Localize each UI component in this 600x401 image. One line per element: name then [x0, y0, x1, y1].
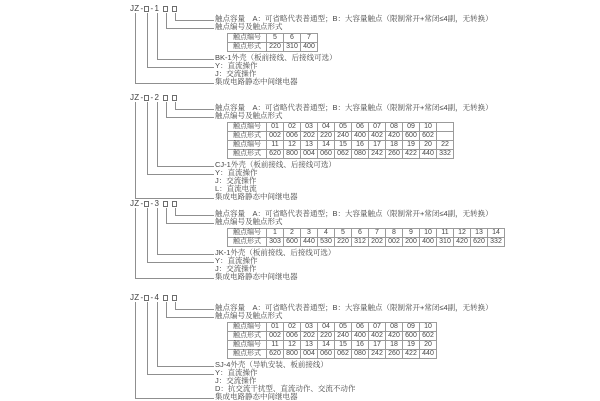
model-segment: 4 [154, 293, 160, 302]
label-column [215, 13, 590, 86]
value-cell: 202 [369, 238, 386, 247]
value-cell: 09 [403, 323, 420, 332]
value-cell: 12 [284, 141, 301, 150]
placeholder-box [172, 95, 177, 101]
value-cell: 002 [267, 132, 284, 141]
table-row [228, 332, 437, 341]
value-cell: 10 [420, 123, 437, 132]
label-contact-capacity: 触点容量 A：可省略代表普通型；B：大容量触点（限制常开+常闭≤4副，无转换） [215, 303, 493, 312]
value-cell: 303 [267, 238, 284, 247]
table-row [228, 238, 505, 247]
model-segment: JZ [130, 4, 140, 13]
value-cell: 440 [420, 350, 437, 359]
value-cell: 14 [488, 229, 505, 238]
label-contact-capacity: 触点容量 A：可省略代表普通型；B：大容量触点（限制常开+常闭≤4副，无转换） [215, 14, 493, 23]
placeholder-box [163, 201, 168, 207]
value-cell: 420 [454, 238, 471, 247]
label-contact-number-form: 触点编号及触点形式 [215, 311, 283, 320]
value-cell: 080 [352, 150, 369, 159]
value-cell: 06 [352, 323, 369, 332]
value-cell: 05 [335, 123, 352, 132]
label-contact-capacity: 触点容量 A：可省略代表普通型；B：大容量触点（限制常开+常闭≤4副，无转换） [215, 103, 493, 112]
placeholder-box [163, 95, 168, 101]
value-cell: 060 [318, 350, 335, 359]
table-row [228, 123, 454, 132]
value-cell: 620 [471, 238, 488, 247]
model-separator: - [150, 4, 154, 13]
value-cell: 16 [352, 141, 369, 150]
label-column [215, 302, 590, 401]
value-cell: 20 [420, 141, 437, 150]
label-op-y: Y：直流操作 [215, 368, 258, 377]
table-row [228, 34, 318, 43]
label-op-y: Y：直流操作 [215, 256, 258, 265]
row-header-cell: 触点形式 [228, 150, 267, 159]
value-cell [437, 132, 454, 141]
contact-spec-table [227, 122, 454, 159]
value-cell: 006 [284, 332, 301, 341]
value-cell: 7 [369, 229, 386, 238]
value-cell: 12 [284, 341, 301, 350]
value-cell: 310 [437, 238, 454, 247]
value-cell: 02 [284, 323, 301, 332]
label-shell: CJ-1外壳（板前接线、后接线可选） [215, 160, 336, 169]
label-shell: SJ-4外壳（导轨安装、板前接线） [215, 360, 328, 369]
model-segment: 1 [154, 4, 160, 13]
row-header-cell: 触点形式 [228, 350, 267, 359]
model-separator: - [140, 4, 144, 13]
value-cell: 04 [318, 323, 335, 332]
label-series-name: 集成电路静态中间继电器 [215, 392, 298, 401]
label-contact-capacity: 触点容量 A：可省略代表普通型；B：大容量触点（限制常开+常闭≤4副，无转换） [215, 209, 493, 218]
label-op-l: L：直流电流 [215, 184, 257, 193]
value-cell: 332 [488, 238, 505, 247]
model-segment: JZ [130, 199, 140, 208]
label-op-j: J：交流操作 [215, 176, 257, 185]
model-block-jz-2 [130, 94, 590, 201]
value-cell: 16 [352, 341, 369, 350]
model-segment: 3 [154, 199, 160, 208]
value-cell: 19 [403, 341, 420, 350]
value-cell: 620 [267, 150, 284, 159]
value-cell: 260 [386, 350, 403, 359]
leader-line [135, 302, 214, 399]
value-cell: 15 [335, 341, 352, 350]
value-cell: 13 [301, 341, 318, 350]
value-cell: 8 [386, 229, 403, 238]
value-cell: 03 [301, 123, 318, 132]
table-row [228, 350, 437, 359]
value-cell: 400 [352, 132, 369, 141]
value-cell: 242 [369, 350, 386, 359]
value-cell: 240 [335, 332, 352, 341]
label-op-y: Y：直流操作 [215, 61, 258, 70]
value-cell: 12 [454, 229, 471, 238]
value-cell: 332 [437, 150, 454, 159]
value-cell: 4 [318, 229, 335, 238]
value-cell: 18 [386, 341, 403, 350]
label-shell: JK-1外壳（板前接线、后接线可选） [215, 248, 336, 257]
value-cell: 062 [335, 350, 352, 359]
row-header-cell: 触点编号 [228, 229, 267, 238]
value-cell: 1 [267, 229, 284, 238]
placeholder-box [163, 6, 168, 12]
model-block-jz-4 [130, 294, 590, 401]
label-shell: BK-1外壳（板前接线、后接线可选） [215, 53, 337, 62]
table-row [228, 132, 454, 141]
value-cell: 400 [420, 238, 437, 247]
model-code [130, 200, 590, 208]
value-cell: 01 [267, 323, 284, 332]
model-separator: - [150, 199, 154, 208]
leader-line [135, 13, 214, 84]
value-cell: 220 [267, 43, 284, 52]
value-cell: 06 [352, 123, 369, 132]
value-cell: 062 [335, 150, 352, 159]
value-cell: 602 [420, 332, 437, 341]
value-cell: 440 [301, 238, 318, 247]
row-header-cell: 触点形式 [228, 43, 267, 52]
value-cell: 11 [267, 141, 284, 150]
value-cell: 060 [318, 150, 335, 159]
label-column [215, 208, 590, 281]
value-cell: 312 [352, 238, 369, 247]
value-cell: 220 [318, 332, 335, 341]
value-cell: 400 [301, 43, 318, 52]
value-cell: 800 [284, 150, 301, 159]
model-segment: 2 [154, 93, 160, 102]
label-contact-number-form: 触点编号及触点形式 [215, 22, 283, 31]
placeholder-box [172, 201, 177, 207]
value-cell: 420 [386, 132, 403, 141]
table-row [228, 341, 437, 350]
row-header-cell: 触点形式 [228, 132, 267, 141]
value-cell: 13 [471, 229, 488, 238]
label-op-j: J：交流操作 [215, 264, 257, 273]
row-header-cell: 触点编号 [228, 341, 267, 350]
value-cell: 004 [301, 150, 318, 159]
row-header-cell: 触点形式 [228, 238, 267, 247]
table-row [228, 323, 437, 332]
value-cell: 02 [284, 123, 301, 132]
value-cell: 530 [318, 238, 335, 247]
contact-spec-table [227, 322, 437, 359]
value-cell: 07 [369, 123, 386, 132]
value-cell: 2 [284, 229, 301, 238]
value-cell: 7 [301, 34, 318, 43]
table-row [228, 43, 318, 52]
value-cell: 01 [267, 123, 284, 132]
value-cell: 422 [403, 150, 420, 159]
value-cell: 602 [420, 132, 437, 141]
value-cell: 260 [386, 150, 403, 159]
value-cell: 310 [284, 43, 301, 52]
value-cell: 11 [437, 229, 454, 238]
label-op-j: J：交流操作 [215, 69, 257, 78]
value-cell: 04 [318, 123, 335, 132]
value-cell: 002 [386, 238, 403, 247]
model-code [130, 94, 590, 102]
value-cell: 5 [335, 229, 352, 238]
label-series-name: 集成电路静态中间继电器 [215, 272, 298, 281]
leader-line [135, 208, 214, 279]
value-cell: 800 [284, 350, 301, 359]
value-cell: 600 [403, 332, 420, 341]
value-cell: 600 [284, 238, 301, 247]
model-separator: - [140, 199, 144, 208]
value-cell: 080 [352, 350, 369, 359]
value-cell: 220 [335, 238, 352, 247]
value-cell: 17 [369, 341, 386, 350]
value-cell: 5 [267, 34, 284, 43]
value-cell: 19 [403, 141, 420, 150]
model-segment: JZ [130, 93, 140, 102]
value-cell: 420 [386, 332, 403, 341]
placeholder-box [172, 295, 177, 301]
value-cell: 220 [318, 132, 335, 141]
value-cell: 22 [437, 141, 454, 150]
value-cell: 05 [335, 323, 352, 332]
row-header-cell: 触点编号 [228, 323, 267, 332]
value-cell: 07 [369, 323, 386, 332]
value-cell: 18 [386, 141, 403, 150]
table-row [228, 141, 454, 150]
model-segment: JZ [130, 293, 140, 302]
value-cell: 240 [335, 132, 352, 141]
placeholder-box [144, 201, 149, 207]
value-cell: 6 [352, 229, 369, 238]
value-cell: 004 [301, 350, 318, 359]
value-cell: 620 [267, 350, 284, 359]
value-cell: 15 [335, 141, 352, 150]
row-header-cell: 触点形式 [228, 332, 267, 341]
value-cell: 17 [369, 141, 386, 150]
model-code [130, 294, 590, 302]
value-cell: 14 [318, 141, 335, 150]
value-cell: 09 [403, 123, 420, 132]
model-block-jz-3 [130, 200, 590, 281]
table-row [228, 229, 505, 238]
value-cell: 6 [284, 34, 301, 43]
table-row [228, 150, 454, 159]
row-header-cell: 触点编号 [228, 141, 267, 150]
value-cell: 202 [301, 132, 318, 141]
value-cell: 600 [403, 132, 420, 141]
model-separator: - [140, 293, 144, 302]
model-separator: - [140, 93, 144, 102]
value-cell: 422 [403, 350, 420, 359]
model-separator: - [150, 93, 154, 102]
model-separator: - [150, 293, 154, 302]
placeholder-box [144, 295, 149, 301]
value-cell: 14 [318, 341, 335, 350]
placeholder-box [144, 6, 149, 12]
value-cell: 03 [301, 323, 318, 332]
value-cell: 402 [369, 132, 386, 141]
leader-line [135, 102, 214, 199]
value-cell: 11 [267, 341, 284, 350]
label-contact-number-form: 触点编号及触点形式 [215, 217, 283, 226]
value-cell: 9 [403, 229, 420, 238]
value-cell: 200 [403, 238, 420, 247]
value-cell: 20 [420, 341, 437, 350]
contact-spec-table [227, 33, 318, 52]
contact-spec-table [227, 228, 505, 247]
value-cell: 10 [420, 229, 437, 238]
value-cell: 202 [301, 332, 318, 341]
value-cell: 10 [420, 323, 437, 332]
value-cell: 08 [386, 323, 403, 332]
value-cell: 402 [369, 332, 386, 341]
placeholder-box [144, 95, 149, 101]
value-cell: 13 [301, 141, 318, 150]
label-op-d: D：抗交流干扰型、直流动作、交流不动作 [215, 384, 356, 393]
value-cell: 440 [420, 150, 437, 159]
value-cell [437, 123, 454, 132]
label-column [215, 102, 590, 201]
label-op-y: Y：直流操作 [215, 168, 258, 177]
value-cell: 3 [301, 229, 318, 238]
value-cell: 242 [369, 150, 386, 159]
label-series-name: 集成电路静态中间继电器 [215, 77, 298, 86]
model-block-jz-1 [130, 5, 590, 86]
row-header-cell: 触点编号 [228, 34, 267, 43]
value-cell: 006 [284, 132, 301, 141]
placeholder-box [172, 6, 177, 12]
label-series-name: 集成电路静态中间继电器 [215, 192, 298, 201]
label-op-j: J：交流操作 [215, 376, 257, 385]
value-cell: 08 [386, 123, 403, 132]
label-contact-number-form: 触点编号及触点形式 [215, 111, 283, 120]
value-cell: 002 [267, 332, 284, 341]
model-code [130, 5, 590, 13]
value-cell: 400 [352, 332, 369, 341]
row-header-cell: 触点编号 [228, 123, 267, 132]
placeholder-box [163, 295, 168, 301]
